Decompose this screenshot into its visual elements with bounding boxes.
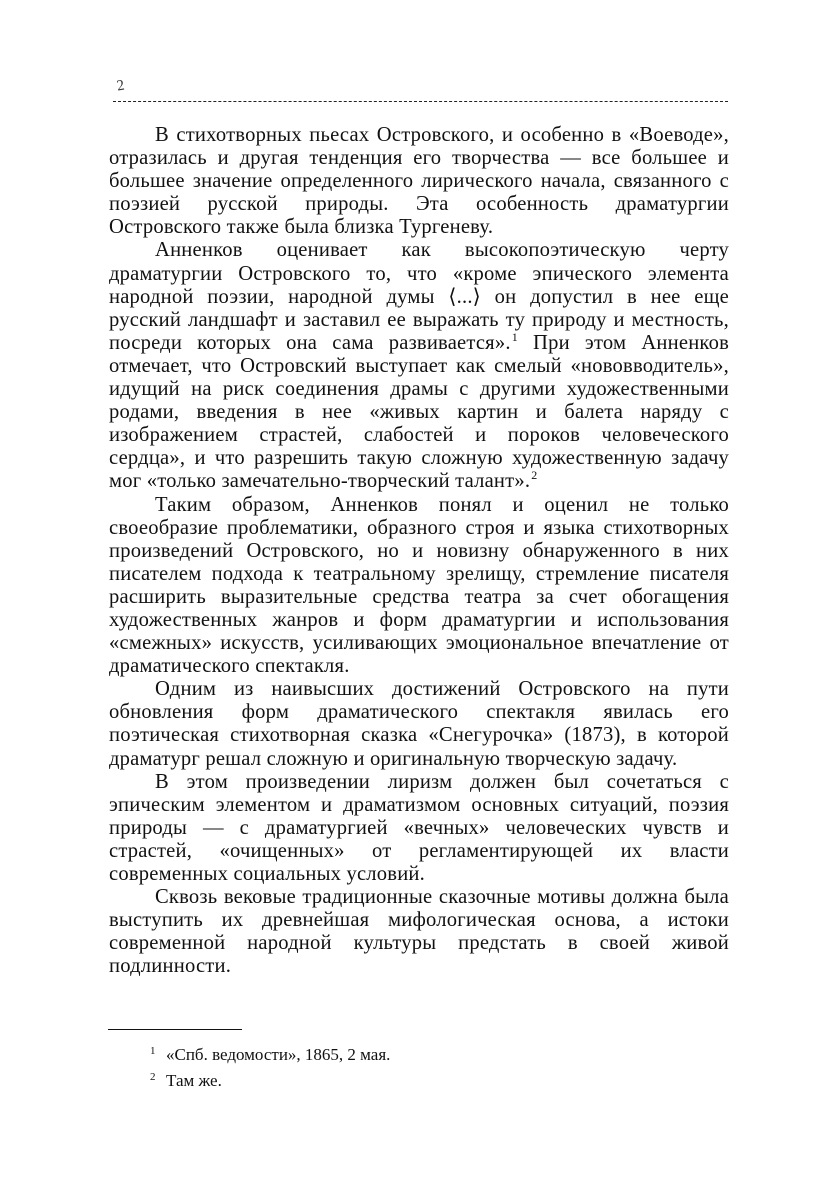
paragraph-6 [109, 886, 729, 978]
footnote-2 [150, 1066, 650, 1092]
footnote-separator [108, 1029, 242, 1030]
paragraph-text: В стихотворных пьесах Островского, и особенно в «Воеводе», отразилась и другая тенденция его творчества — все большее и большее значение определенного лирического начала, связанного с поэзией русской природы. Эта особенность драматургии Островского также была близка Тургеневу. [109, 124, 729, 239]
paragraph-5 [109, 771, 729, 886]
paragraph-text: В этом произведении лиризм должен был сочетаться с эпическим элементом и драматизмом основных ситуаций, поэзия природы — с драматургией «вечных» человеческих чувств и страстей, «очищенных» от регламентирующей их власти современных социальных условий. [109, 770, 729, 885]
page-number-mark: 2 [115, 77, 126, 95]
paragraph-2 [109, 239, 729, 493]
footnote-number: 2 [150, 1071, 156, 1083]
paragraph-4 [109, 678, 729, 770]
footnote-ref-1[interactable]: 1 [511, 329, 518, 344]
paragraph-text: Таким образом, Анненков понял и оценил не только своеобразие проблематики, образного строя и языка стихотворных произведений Островского, но и новизну обнаруженного в них писателем подхода к театральному зрелищу, стремление писателя расширить выразительные средства театра за счет обогащения художественных жанров и форм драматургии и использования «смежных» искусств, усиливающих эмоциональное впечатление от драматического спектакля. [109, 493, 729, 678]
main-text [109, 124, 729, 978]
footnote-ref-2[interactable]: 2 [531, 468, 538, 483]
paragraph-1 [109, 124, 729, 239]
paragraph-text: При этом Анненков отмечает, что Островский выступает как смелый «нововводитель», идущий на риск соединения драмы с другими художественными родами, введения в нее «живых картин и балета наряду с изображением страстей, слабостей и пороков человеческого сердца», и что разрешить такую сложную художественную задачу мог «только замечательно-творческий талант». [109, 331, 729, 493]
footnote-text: Там же. [166, 1071, 222, 1090]
paragraph-text: Одним из наивысших достижений Островского на пути обновления форм драматического спектакля явилась его поэтическая стихотворная сказка «Снегурочка» (1873), в которой драматург решал сложную и оригинальную творческую задачу. [109, 678, 729, 770]
footnote-text: «Спб. ведомости», 1865, 2 мая. [166, 1045, 391, 1064]
footnote-number: 1 [150, 1045, 156, 1057]
paragraph-text: Сквозь вековые традиционные сказочные мотивы должна была выступить их древнейшая мифологическая основа, а истоки современной народной культуры предстать в своей живой подлинности. [109, 886, 729, 978]
paragraph-text: Анненков оценивает как высокопоэтическую черту драматургии Островского то, что «кроме эпического элемента народной поэзии, народной думы ⟨...⟩ он допустил в нее еще русский ландшафт и заставил ее выражать ту природу и местность, посреди которых она сама развивается». [109, 239, 729, 354]
footnote-1 [150, 1040, 650, 1066]
header-rule [113, 101, 728, 102]
paragraph-3 [109, 494, 729, 679]
footnotes [150, 1040, 650, 1092]
